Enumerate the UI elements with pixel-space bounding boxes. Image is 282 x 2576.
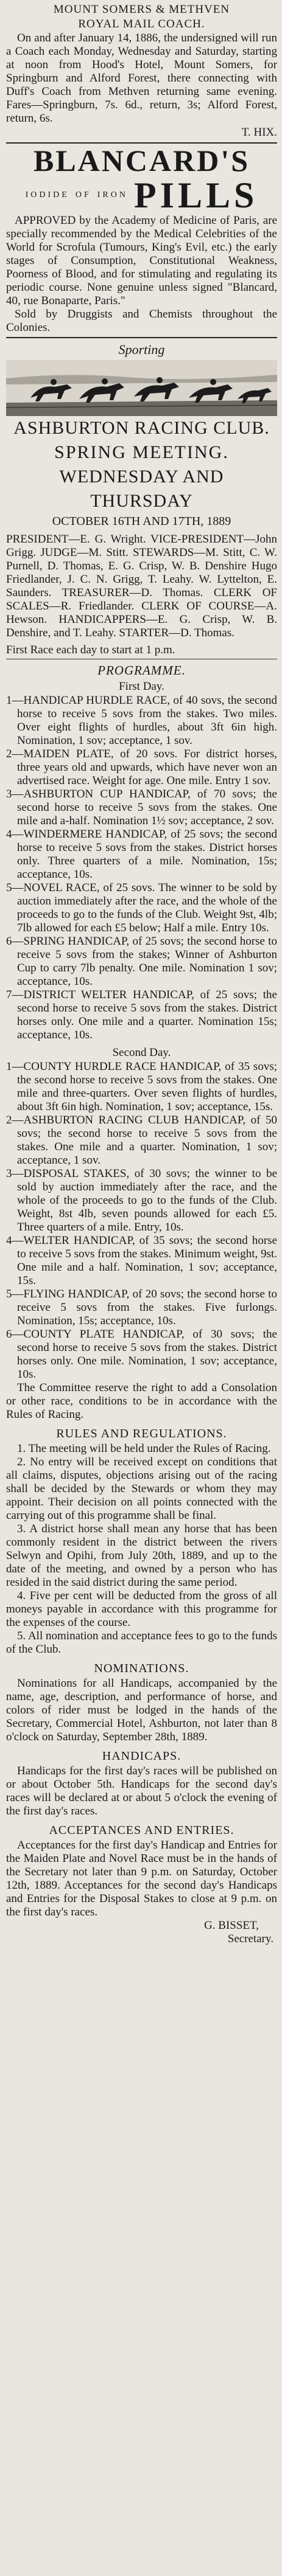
race-entry: 6—COUNTY PLATE HANDICAP, of 30 sovs; the second horse to receive 5 sovs from the stakes. District horses only. One mile. Nomination, 1 sov; acceptance, 10s.	[6, 1328, 277, 1381]
race-entry: 1—HANDICAP HURDLE RACE, of 40 sovs, the second horse to receive 5 sovs from the stakes. Two miles. Over eight flights of hurdles, about 3ft 6in high. Nomination, 1 sov; acceptance, 1 sov.	[6, 694, 277, 747]
race-entry: 3—DISPOSAL STAKES, of 30 sovs; the winner to be sold by auction immediately after the race, and the whole of the proceeds to go to the funds of the Club. Weight, 8st 4lb, seven pounds allowed for each £5. Three quarters of a mile. Entry, 10s.	[6, 1167, 277, 1234]
coach-advertisement	[6, 2, 277, 140]
horse-racing-illustration	[6, 360, 277, 416]
sporting-heading: Sporting	[118, 342, 165, 357]
club-officers: PRESIDENT—E. G. Wright. VICE-PRESIDENT—John Grigg. JUDGE—M. Stitt. STEWARDS—M. Stitt, C. W. Purnell, D. Thomas, E. G. Crisp, W. B. Denshire Hugo Friedlander, J. C. N. Grigg, T. Leahy. W. Lyttelton, E. Saunders. TREASURER—D. Thomas. CLERK OF SCALES—R. Friedlander. CLERK OF COURSE—A. Hewson. HANDICAPPERS—E. G. Crisp, W. B. Denshire, and T. Leahy. STARTER—D. Thomas.	[6, 533, 277, 639]
programme-heading: PROGRAMME.	[97, 663, 186, 678]
pills-brand: BLANCARD'S	[33, 144, 250, 178]
race-entry: 5—NOVEL RACE, of 25 sovs. The winner to be sold by auction immediately after the race, and the whole of the proceeds to go to the funds of the Club. Weight 9st, 4lb; 7lb allowed for each £5 below; Half a mile. Entry 10s.	[6, 881, 277, 934]
race-entry: 4—WINDERMERE HANDICAP, of 25 sovs; the second horse to receive 5 sovs from the stakes. District horses only. Three quarters of a mile. Nomination, 15s; acceptance, 10s.	[6, 828, 277, 881]
meeting-title: SPRING MEETING.	[54, 442, 229, 462]
coach-footer	[6, 125, 277, 140]
pills-title-row	[6, 176, 277, 214]
pills-small-right: IRON	[97, 190, 128, 200]
race-entry: 1—COUNTY HURDLE RACE HANDICAP, of 35 sovs; the second horse to receive 5 sovs from the stakes. One mile and three-quarters. Over seven flights of hurdles, about 3ft 6in high. Nomination, 1 sov; acceptance, 15s.	[6, 1060, 277, 1113]
acceptances-text: Acceptances for the first day's Handicap and Entries for the Maiden Plate and Novel Race must be in the hands of the Secretary not later than 9 p.m. on Saturday, October 12th, 1889. Acceptances for the second day's Handicaps and Entries for the Disposal Stakes to close at 9 p.m. on the first day's races.	[6, 1839, 277, 1918]
handicaps-text: Handicaps for the first day's races will be published on or about October 5th. Handicaps for the second day's races will be declared at or about 5 o'clock the evening of the first day's races.	[6, 1765, 277, 1817]
race-entry: 3—ASHBURTON CUP HANDICAP, of 70 sovs; the second horse to receive 5 sovs from the stakes. One mile and a-half. Nomination 1½ sov; acceptance, 2 sov.	[6, 788, 277, 827]
rule-item: 4. Five per cent will be deducted from the gross of all moneys payable in accordance with this programme for the expenses of the course.	[6, 1589, 277, 1629]
divider	[6, 337, 277, 338]
committee-note: The Committee reserve the right to add a Consolation or other race, conditions to be in accordance with the Rules of Racing.	[6, 1381, 277, 1421]
sporting-section	[6, 339, 277, 1422]
handicaps-section	[6, 1748, 277, 1818]
rules-section	[6, 1425, 277, 1656]
second-day-races	[6, 1060, 277, 1381]
race-entry: 7—DISTRICT WELTER HANDICAP, of 25 sovs; the second horse to receive 5 sovs from the stakes. District horses only. One mile and a quarter. Nomination 15s; acceptance, 10s.	[6, 988, 277, 1041]
rule-item: 5. All nomination and acceptance fees to go to the funds of the Club.	[6, 1630, 277, 1656]
acceptances-section	[6, 1822, 277, 1946]
secretary-title: Secretary.	[227, 1932, 273, 1945]
pills-sold: Sold by Druggists and Chemists throughout the Colonies.	[6, 308, 277, 334]
race-entry: 4—WELTER HANDICAP, of 35 sovs; the second horse to receive 5 sovs from the stakes. Minimum weight, 9st. One mile and a half. Nomination, 1 sov; acceptance, 15s.	[6, 1234, 277, 1287]
coach-heading-1: MOUNT SOMERS & METHVEN	[53, 3, 230, 16]
first-day-races	[6, 694, 277, 1042]
first-day-heading: First Day.	[119, 680, 164, 693]
rule-item: 3. A district horse shall mean any horse that has been commonly resident in the district between the rivers Selwyn and Opihi, from July 20th, 1889, and up to the date of the meeting, and owned by a person who has resided in the said district during the same period.	[6, 1522, 277, 1589]
rule-item: 1. The meeting will be held under the Rules of Racing.	[17, 1442, 271, 1455]
nominations-text: Nominations for all Handicaps, accompanied by the name, age, description, and performance of horse, and colors of rider must be lodged in the hands of the Secretary, Commercial Hotel, Ashburton, not later than 8 o'clock on Saturday, September 28th, 1889.	[6, 1677, 277, 1743]
club-title: ASHBURTON RACING CLUB.	[13, 418, 270, 438]
nominations-section	[6, 1660, 277, 1744]
coach-text: On and after January 14, 1886, the undersigned will run a Coach each Monday, Wednesday and Saturday, starting at noon from Hood's Hotel, Mount Somers, for Springburn and Alford Forest, there connecting with Duff's Coach from Methven returning same evening. Fares—Springburn, 7s. 6d., return, 3s; Alford Forest, return, 6s.	[6, 32, 277, 125]
rules-heading: RULES AND REGULATIONS.	[56, 1427, 227, 1440]
rule-item: 2. No entry will be received except on conditions that all claims, disputes, objections arising out of the racing shall be decided by the Stewards or whom they may appoint. Their decision on all points connected with the carrying out of this programme shall be final.	[6, 1456, 277, 1522]
coach-proprietor: T. HIX.	[241, 126, 277, 139]
second-day-heading: Second Day.	[112, 1046, 171, 1059]
pills-big-title: PILLS	[133, 175, 258, 215]
nominations-heading: NOMINATIONS.	[94, 1662, 189, 1675]
race-entry: 6—SPRING HANDICAP, of 25 sovs; the second horse to receive 5 sovs from the stakes; Winner of Ashburton Cup to carry 7lb penalty. One mile. Nomination 1 sov; acceptance, 10s.	[6, 935, 277, 988]
acceptances-heading: ACCEPTANCES AND ENTRIES.	[49, 1824, 234, 1837]
secretary-signature: G. BISSET,	[204, 1919, 259, 1932]
pills-small-mid: OF	[75, 190, 91, 200]
pills-advertisement	[6, 145, 277, 335]
pills-text: APPROVED by the Academy of Medicine of Paris, are specially recommended by the Medical Celebrities of the World for Scrofula (Tumours, King's Evil, etc.) the early stages of Consumption, Constitutional Weakness, Poorness of Blood, and for stimulating and regulating its periodic course. None genuine unless signed "Blancard, 40, rue Bonaparte, Paris."	[6, 214, 277, 307]
days-title: WEDNESDAY AND THURSDAY	[59, 467, 224, 511]
pills-small-left: IODIDE	[25, 190, 69, 200]
handicaps-heading: HANDICAPS.	[102, 1749, 182, 1763]
meeting-dates: OCTOBER 16TH AND 17TH, 1889	[52, 515, 231, 528]
race-entry: 2—MAIDEN PLATE, of 20 sovs. For district horses, three years old and upwards, which have never won an advertised race. Weight for age. One mile. Entry 1 sov.	[6, 748, 277, 787]
coach-heading-2: ROYAL MAIL COACH.	[78, 18, 205, 30]
first-race-time: First Race each day to start at 1 p.m.	[6, 644, 175, 656]
race-entry: 5—FLYING HANDICAP, of 20 sovs; the second horse to receive 5 sovs from the stakes. Five furlongs. Nomination, 15s; acceptance, 10s.	[6, 1288, 277, 1327]
race-entry: 2—ASHBURTON RACING CLUB HANDICAP, of 50 sovs; the second horse to receive 5 sovs from the stakes. One mile and a quarter. Nomination, 1 sov; acceptance, 1 sov.	[6, 1114, 277, 1167]
